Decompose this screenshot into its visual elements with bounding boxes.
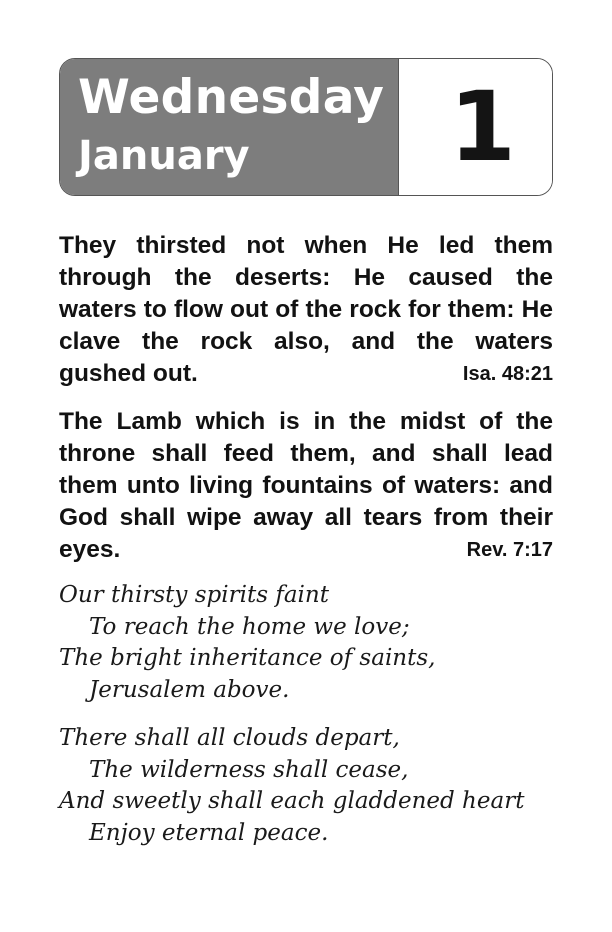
verse-text: They thirsted not when He led them through the deserts: He caused the waters to flow out of the rock for them: He clave the rock also, and the waters gushed out. — [59, 232, 553, 387]
scripture-verse — [59, 230, 553, 390]
poem-line: To reach the home we love; — [89, 613, 410, 640]
poem-line: There shall all clouds depart, — [59, 725, 400, 751]
scripture-verse — [59, 406, 553, 566]
day-number-panel — [398, 59, 552, 195]
poem-stanza — [59, 580, 553, 706]
verse-reference: Rev. 7:17 — [466, 539, 553, 561]
weekday-label: Wednesday — [78, 70, 385, 125]
date-header — [59, 58, 553, 196]
poem-line: Our thirsty spirits faint — [59, 582, 329, 608]
date-label-panel — [60, 59, 398, 195]
verse-reference: Isa. 48:21 — [462, 363, 553, 385]
verse-text: The Lamb which is in the midst of the throne shall feed them, and shall lead them unto living fountains of waters: and God shall wipe away all tears from their eyes. — [59, 408, 553, 563]
poem-line: Enjoy eternal peace. — [89, 819, 329, 846]
poem-line: And sweetly shall each gladdened heart — [59, 788, 525, 814]
poem-line: Jerusalem above. — [89, 676, 290, 703]
day-number: 1 — [449, 71, 516, 183]
poem-line: The bright inheritance of saints, — [59, 645, 436, 671]
poem-stanza — [59, 723, 553, 849]
poem-line: The wilderness shall cease, — [89, 756, 409, 783]
month-label: January — [78, 133, 250, 179]
